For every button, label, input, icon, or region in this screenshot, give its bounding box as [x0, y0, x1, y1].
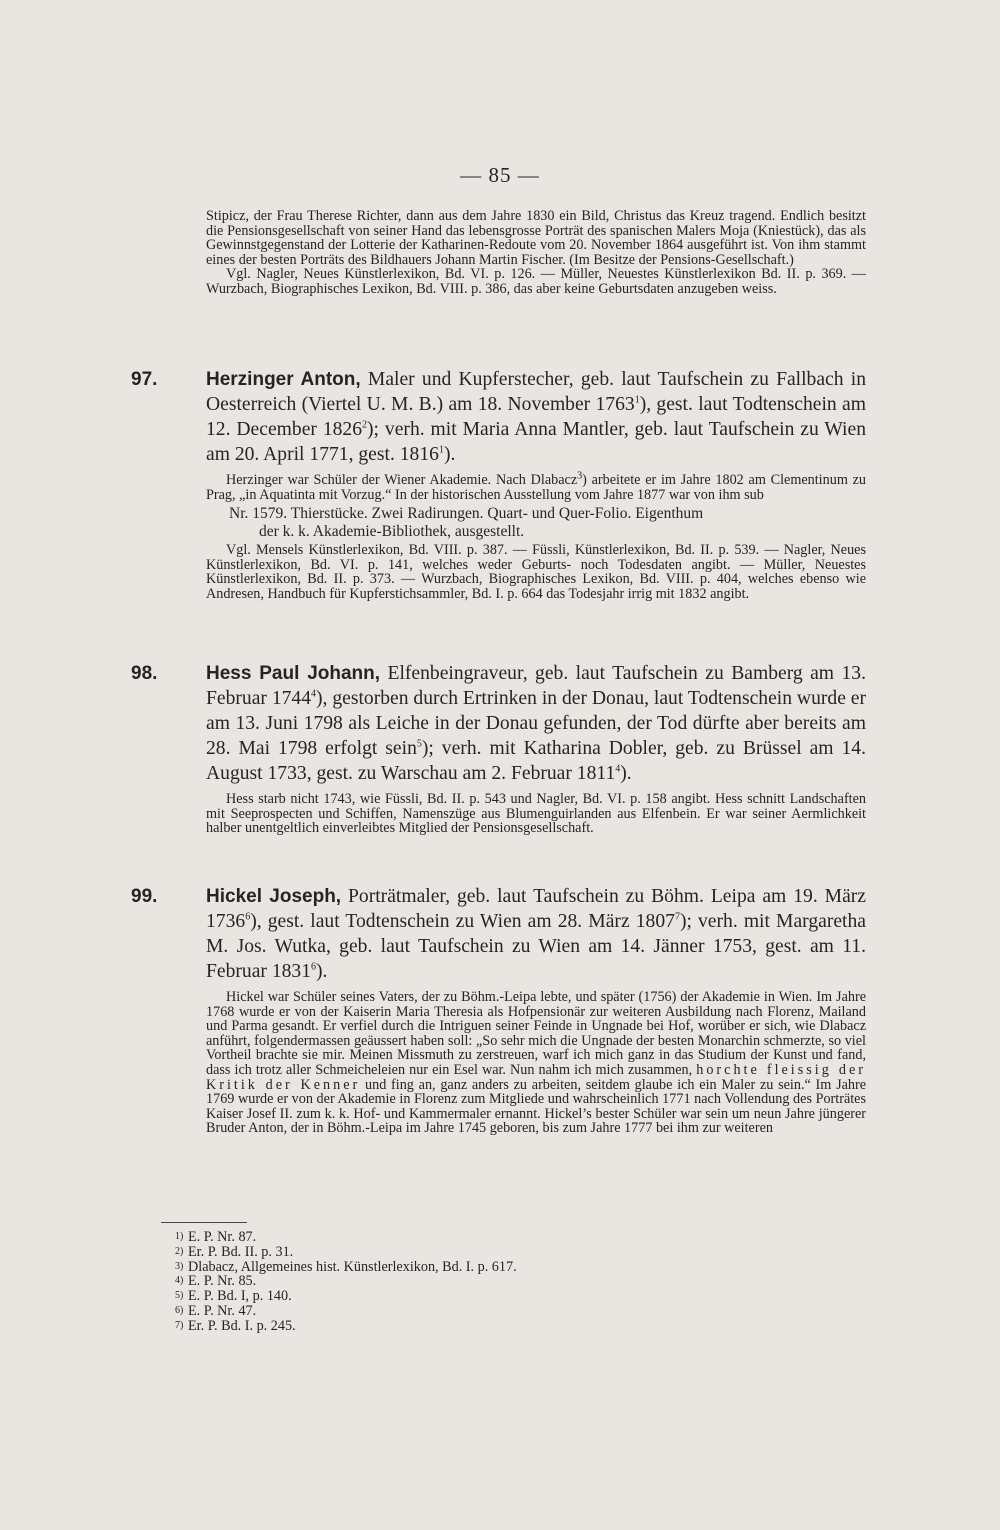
- entry-heading: [131, 367, 867, 467]
- intro-block: [206, 209, 866, 297]
- footnote-text: Dlabacz, Allgemeines hist. Künstlerlexikon, Bd. I. p. 617.: [188, 1258, 517, 1275]
- entry-description: Maler und Kupferstecher, geb. laut Taufschein zu Fallbach in Oesterreich (Viertel U. M. B.) am 18. November 1763$^1$), gest. laut Todtenschein am 12. December 1826$^2$); verh. mit Maria Anna Mantler, geb. laut Taufschein zu Wien am 20. April 1771, gest. 1816$^1$).: [206, 369, 867, 465]
- footnote: [175, 1289, 675, 1304]
- footnote-mark: 7): [175, 1319, 184, 1331]
- footnote-text: Er. P. Bd. I. p. 245.: [188, 1317, 296, 1334]
- footnote: [175, 1319, 675, 1334]
- footnote-mark: 5): [175, 1290, 184, 1302]
- footnote-ref: 1: [438, 444, 444, 456]
- footnote-text: Er. P. Bd. II. p. 31.: [188, 1243, 294, 1260]
- footnote: [175, 1230, 675, 1245]
- footnote: [175, 1260, 675, 1275]
- footnote-ref: 2: [362, 419, 368, 431]
- footnote-ref: 4: [615, 763, 621, 775]
- footnote-divider: [161, 1222, 247, 1223]
- entry-note: Herzinger war Schüler der Wiener Akademie. Nach Dlabacz$^3$) arbeitete er im Jahre 1802 am Clementinum zu Prag, „in Aquatinta mit Vorzug.“ In der historischen Ausstellung vom Jahre 1877 war von ihm sub: [206, 470, 866, 503]
- footnote-mark: 1): [175, 1231, 184, 1242]
- page-number: — 85 —: [460, 163, 540, 187]
- intro-text: Stipicz, der Frau Therese Richter, dann aus dem Jahre 1830 ein Bild, Christus das Kreuz tragend. Endlich besitzt die Pensionsgesellschaft von seiner Hand das lebensgrosse Porträt des spanischen Malers Moja (Kniestück), das als Gewinnstgegenstand der Lotterie der Katharinen-Redoute vom 20. November 1864 ausgeführt ist. Von ihm stammt eines der besten Porträts des Bildhauers Johann Martin Fischer. (Im Besitze der Pensions-Gesellschaft.): [206, 208, 866, 268]
- footnote-mark: 2): [175, 1245, 184, 1257]
- footnote-ref: 3: [577, 470, 583, 482]
- footnote-ref: 7: [674, 911, 680, 923]
- entry-references: Vgl. Mensels Künstlerlexikon, Bd. VIII. p. 387. — Füssli, Künstlerlexikon, Bd. II. p. 539. — Nagler, Neues Künstlerlexikon, Bd. VI. p. 141, welches weder Geburts- noch Todesdaten angibt. — Müller, Neuestes Künstlerlexikon, Bd. II. p. 373. — Wurzbach, Biographisches Lexikon, Bd. VIII. p. 404, welches ebenso wie Andresen, Handbuch für Kupferstichsammler, Bd. I. p. 664 das Todesjahr irrig mit 1832 angibt.: [206, 542, 866, 602]
- footnote-text: E. P. Nr. 87.: [188, 1229, 257, 1245]
- footnote-ref: 1: [634, 394, 640, 406]
- footnote-mark: 4): [175, 1275, 184, 1287]
- footnote-ref: 4: [311, 688, 317, 700]
- footnote: [175, 1245, 675, 1260]
- entry-97: [131, 367, 867, 602]
- footnote-text: E. P. Nr. 85.: [188, 1273, 257, 1290]
- entry-description: Elfenbeingraveur, geb. laut Taufschein zu Bamberg am 13. Februar 1744$^4$), gestorben durch Ertrinken in der Donau, laut Todtenschein wurde er am 13. Juni 1798 als Leiche in der Donau gefunden, der Tod dürfte aber bereits am 28. Mai 1798 erfolgt sein$^5$); verh. mit Katharina Dobler, geb. zu Brüssel am 14. August 1733, gest. zu Warschau am 2. Februar 1811$^4$).: [206, 663, 867, 784]
- spaced-emphasis: horchte fleissig der Kritik der Kenner: [206, 1061, 866, 1093]
- entry-name: Hess Paul Johann,: [206, 663, 381, 684]
- entry-number: 97.: [131, 369, 158, 390]
- exhibit-item-text: Nr. 1579. Thierstücke. Zwei Radirungen. Quart- und Quer-Folio. Eigenthum: [229, 505, 704, 523]
- entry-heading: [131, 884, 866, 984]
- footnote: [175, 1274, 675, 1289]
- footnote-mark: 3): [175, 1260, 184, 1272]
- entry-name: Herzinger Anton,: [206, 369, 361, 390]
- entry-heading: [131, 661, 867, 786]
- entry-98: [131, 661, 867, 837]
- entry-description: Porträtmaler, geb. laut Taufschein zu Böhm. Leipa am 19. März 1736$^6$), gest. laut Todtenschein zu Wien am 28. März 1807$^7$); verh. mit Margaretha M. Jos. Wutka, geb. laut Taufschein zu Wien am 14. Jänner 1753, gest. am 11. Februar 1831$^6$).: [206, 886, 866, 982]
- footnote: [175, 1304, 675, 1319]
- footnote-ref: 6: [311, 961, 317, 973]
- entry-note: Hess starb nicht 1743, wie Füssli, Bd. II. p. 543 und Nagler, Bd. VI. p. 158 angibt. Hess schnitt Landschaften mit Seeprospecten und Schiffen, Namenszüge aus Blumenguirlanden aus Elfenbein. Er war seiner Aermlichkeit halber unentgeltlich einverleibtes Mitglied der Pensionsgesellschaft.: [206, 791, 866, 837]
- intro-references: Vgl. Nagler, Neues Künstlerlexikon, Bd. VI. p. 126. — Müller, Neuestes Künstlerlexikon Bd. II. p. 369. — Wurzbach, Biographisches Lexikon, Bd. VIII. p. 386, das aber keine Geburtsdaten anzugeben weiss.: [206, 266, 866, 297]
- exhibit-item-continuation: der k. k. Akademie-Bibliothek, ausgestellt.: [259, 523, 525, 541]
- footnote-mark: 6): [175, 1304, 184, 1316]
- footnote-text: E. P. Nr. 47.: [188, 1302, 257, 1319]
- entry-number: 99.: [131, 886, 158, 907]
- footnote-ref: 6: [245, 911, 251, 923]
- entry-note: Hickel war Schüler seines Vaters, der zu Böhm.-Leipa lebte, und später (1756) der Akademie in Wien. Im Jahre 1768 wurde er von der Kaiserin Maria Theresia als Hofpensionär zur weiteren Ausbildung nach Florenz, Mailand und Parma gesandt. Er verfiel durch die Intriguen seiner Feinde in Ungnade bei Hof, worüber er sich, wie Dlabacz anführt, folgendermassen geäussert haben soll: „So sehr mich die Ungnade der besten Monarchin schmerzte, so viel Vortheil brachte sie mir. Meinen Missmuth zu zerstreuen, warf ich mich ganz in das Studium der Kunst und fand, dass ich trotz aller Schmeicheleien nur ein Esel war. Nun nahm ich mich zusammen, horchte fleissig der Kritik der Kenner und fing an, ganz anders zu arbeiten, seitdem glaube ich ein Maler zu sein.“ Im Jahre 1769 wurde er von der Akademie in Florenz zum Mitgliede und wahrscheinlich 1771 nach Vollendung des Porträtes Kaiser Josef II. zum k. k. Hof- und Kammermaler ernannt. Hickel’s bester Schüler war sein um neun Jahre jüngerer Bruder Anton, der in Böhm.-Leipa im Jahre 1745 geboren, bis zum Jahre 1777 bei ihm zur weiteren: [206, 989, 866, 1137]
- footnote-ref: 5: [416, 738, 422, 750]
- exhibit-item: [229, 505, 866, 541]
- footnote-list: [175, 1230, 675, 1334]
- footnote-text: E. P. Bd. I, p. 140.: [188, 1288, 292, 1305]
- entry-name: Hickel Joseph,: [206, 886, 342, 907]
- entry-99: [131, 884, 866, 1137]
- entry-number: 98.: [131, 663, 158, 684]
